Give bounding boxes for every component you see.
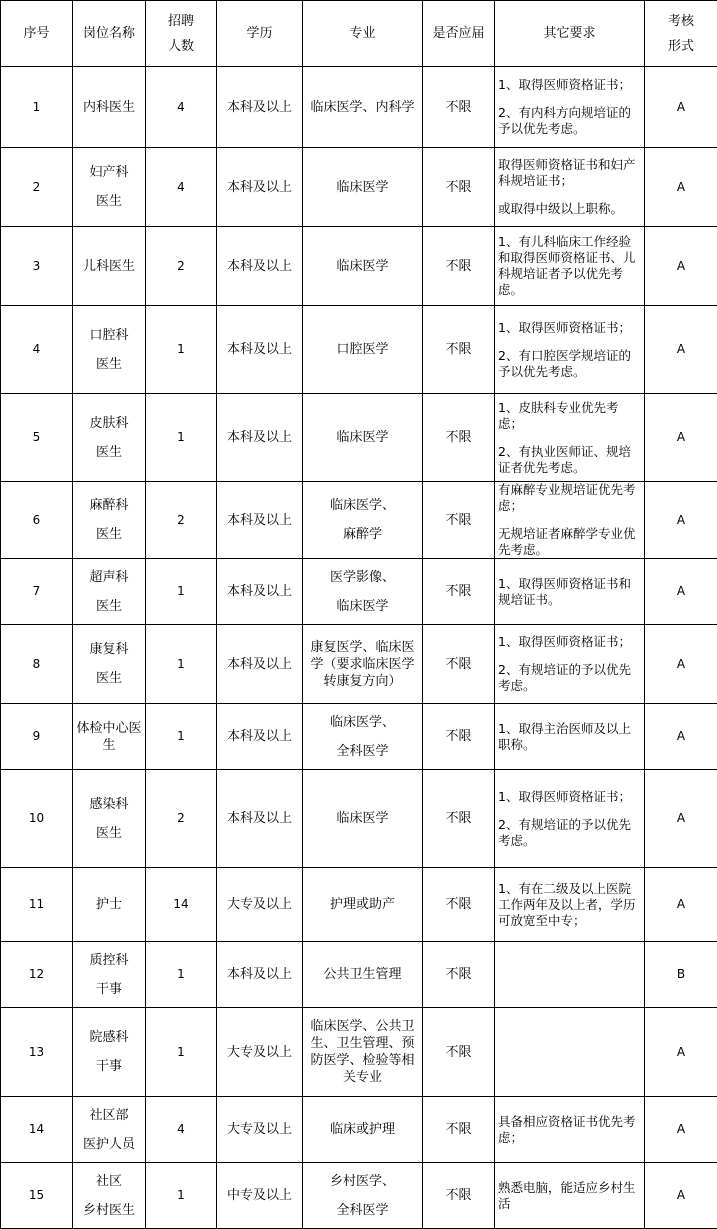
education-req: 本科及以上 [217,306,303,394]
major-req [303,770,423,868]
header-count-line2: 人数 [167,38,194,54]
exam-form: A [645,1097,717,1163]
education-req: 本科及以上 [217,625,303,704]
header-exam-line1: 考核 [667,13,694,29]
recruit-count: 2 [146,482,217,559]
major-line: 临床医学 [336,179,389,195]
row-index: 6 [1,482,73,559]
header-exam [645,1,717,67]
exam-form: A [645,148,717,227]
position-name-line: 超声科 [89,569,129,585]
position-name-line: 社区部 [89,1107,129,1123]
education-req: 本科及以上 [217,394,303,482]
table-row [1,559,717,625]
row-index: 14 [1,1097,73,1163]
major-req [303,227,423,306]
header-count [146,1,217,67]
major-line: 护理或助产 [329,897,395,912]
position-name [73,942,146,1008]
major-line: 临床或护理 [329,1122,395,1137]
exam-form: A [645,306,717,394]
major-req [303,559,423,625]
position-name-line: 质控科 [89,952,129,968]
row-index: 1 [1,67,73,148]
row-index: 9 [1,704,73,770]
position-name-line: 医生 [95,444,122,460]
exam-form: A [645,67,717,148]
recruit-count: 4 [146,67,217,148]
table-row [1,868,717,942]
exam-form: A [645,1163,717,1229]
requirement-line: 无规培证者麻醉学专业优先考虑。 [498,526,636,557]
position-name [73,1097,146,1163]
major-line: 临床医学、内科学 [310,99,415,115]
fresh-grad: 不限 [423,227,495,306]
position-name-line: 康复科 [89,642,129,657]
header-major: 专业 [303,1,423,67]
major-line: 医学影像、 [329,569,395,585]
requirement-line: 2、有规培证的予以优先考虑。 [498,662,631,693]
row-index: 3 [1,227,73,306]
fresh-grad: 不限 [423,482,495,559]
position-name [73,148,146,227]
row-index: 7 [1,559,73,625]
requirement-line: 1、取得医师资格证书； [498,319,631,335]
position-name [73,770,146,868]
major-line: 临床医学 [336,811,389,826]
position-name-line: 社区 [95,1173,122,1189]
table-row [1,67,717,148]
header-other: 其它要求 [495,1,645,67]
position-name-line: 医生 [95,356,122,372]
major-req [303,394,423,482]
other-req [495,625,645,704]
row-index: 5 [1,394,73,482]
header-fresh-grad: 是否应届 [423,1,495,67]
fresh-grad: 不限 [423,868,495,942]
position-name-line: 感染科 [89,796,129,812]
other-req [495,482,645,559]
table-row [1,1163,717,1229]
position-name-line: 干事 [95,1059,122,1074]
other-req [495,942,645,1008]
table-row [1,148,717,227]
major-req [303,1097,423,1163]
education-req: 大专及以上 [217,1097,303,1163]
other-req [495,770,645,868]
requirement-line: 1、取得医师资格证书； [498,634,631,649]
requirement-line: 1、取得医师资格证书； [498,77,631,92]
requirement-line: 2、有内科方向规培证的予以优先考虑。 [498,105,631,136]
position-name-line: 儿科医生 [82,258,135,274]
recruit-count: 1 [146,1163,217,1229]
major-line: 口腔医学 [336,342,389,357]
major-req [303,67,423,148]
exam-form: B [645,942,717,1008]
major-line: 乡村医学、 [329,1173,395,1189]
table-row [1,482,717,559]
position-name-line: 妇产科 [89,165,129,180]
exam-form: A [645,868,717,942]
fresh-grad: 不限 [423,559,495,625]
position-name [73,67,146,148]
position-name-line: 体检中心医生 [76,720,142,753]
exam-form: A [645,394,717,482]
major-req [303,942,423,1008]
requirement-line: 2、有执业医师证、规培证者优先考虑。 [498,443,631,475]
major-req [303,1163,423,1229]
position-name-line: 口腔科 [89,327,129,343]
recruit-count: 1 [146,1008,217,1097]
education-req: 本科及以上 [217,559,303,625]
row-index: 15 [1,1163,73,1229]
requirement-line: 1、取得医师资格证书和规培证书。 [498,575,631,607]
header-exam-line2: 形式 [667,38,694,54]
fresh-grad: 不限 [423,942,495,1008]
table-row [1,704,717,770]
table-row [1,306,717,394]
row-index: 13 [1,1008,73,1097]
table-row [1,625,717,704]
requirement-line: 1、有在二级及以上医院工作两年及以上者，学历可放宽至中专； [498,880,636,928]
exam-form: A [645,770,717,868]
fresh-grad: 不限 [423,306,495,394]
row-index: 4 [1,306,73,394]
requirement-line: 或取得中级以上职称。 [498,201,624,216]
education-req: 中专及以上 [217,1163,303,1229]
row-index: 11 [1,868,73,942]
major-line: 全科医学 [336,743,389,759]
position-name [73,1008,146,1097]
position-name-line: 医生 [95,671,122,686]
fresh-grad: 不限 [423,770,495,868]
recruit-count: 1 [146,942,217,1008]
position-name [73,394,146,482]
requirement-line: 取得医师资格证书和妇产科规培证书； [498,157,636,188]
row-index: 8 [1,625,73,704]
education-req: 本科及以上 [217,482,303,559]
exam-form: A [645,704,717,770]
other-req [495,148,645,227]
requirement-line: 熟悉电脑，能适应乡村生活 [498,1179,636,1211]
table-row [1,227,717,306]
fresh-grad: 不限 [423,1163,495,1229]
requirement-line: 2、有规培证的予以优先考虑。 [498,816,631,848]
row-index: 12 [1,942,73,1008]
other-req [495,67,645,148]
education-req: 本科及以上 [217,67,303,148]
major-line: 麻醉学 [342,527,382,542]
requirement-line: 1、取得主治医师及以上职称。 [498,720,631,752]
education-req: 本科及以上 [217,942,303,1008]
fresh-grad: 不限 [423,1008,495,1097]
other-req [495,868,645,942]
recruit-count: 1 [146,394,217,482]
position-name [73,559,146,625]
table-row [1,770,717,868]
other-req [495,1097,645,1163]
position-name-line: 护士 [95,897,122,912]
position-name [73,868,146,942]
requirement-line: 有麻醉专业规培证优先考虑； [498,482,636,513]
education-req: 本科及以上 [217,148,303,227]
recruit-count: 1 [146,704,217,770]
other-req [495,1008,645,1097]
table-row [1,1097,717,1163]
row-index: 2 [1,148,73,227]
major-line: 全科医学 [336,1202,389,1218]
major-req [303,1008,423,1097]
requirement-line: 具备相应资格证书优先考虑； [498,1113,636,1145]
position-name-line: 医生 [95,194,122,209]
fresh-grad: 不限 [423,1097,495,1163]
recruit-count: 2 [146,770,217,868]
table-row [1,1008,717,1097]
exam-form: A [645,625,717,704]
exam-form: A [645,1008,717,1097]
major-line: 公共卫生管理 [323,967,402,982]
recruit-count: 14 [146,868,217,942]
major-req [303,868,423,942]
recruit-count: 2 [146,227,217,306]
position-name-line: 医生 [95,598,122,614]
requirement-line: 2、有口腔医学规培证的予以优先考虑。 [498,347,631,379]
position-name [73,704,146,770]
position-name-line: 院感科 [89,1030,129,1045]
major-line: 临床医学、 [329,498,395,513]
other-req [495,227,645,306]
fresh-grad: 不限 [423,394,495,482]
header-education: 学历 [217,1,303,67]
other-req [495,394,645,482]
education-req: 大专及以上 [217,1008,303,1097]
position-name-line: 皮肤科 [89,415,129,431]
header-count-line1: 招聘 [167,13,194,29]
major-req [303,704,423,770]
exam-form: A [645,482,717,559]
education-req: 本科及以上 [217,770,303,868]
header-position: 岗位名称 [73,1,146,67]
header-row [1,1,717,67]
fresh-grad: 不限 [423,704,495,770]
position-name-line: 医护人员 [82,1136,135,1152]
fresh-grad: 不限 [423,148,495,227]
education-req: 大专及以上 [217,868,303,942]
education-req: 本科及以上 [217,704,303,770]
position-name-line: 乡村医生 [82,1202,135,1218]
recruit-count: 4 [146,148,217,227]
major-line: 临床医学、公共卫生、卫生管理、预防医学、检验等相关专业 [310,1019,415,1085]
other-req [495,559,645,625]
major-req [303,148,423,227]
fresh-grad: 不限 [423,67,495,148]
exam-form: A [645,559,717,625]
requirement-line: 1、有儿科临床工作经验和取得医师资格证书、儿科规培证者予以优先考虑。 [498,234,636,297]
position-name [73,227,146,306]
other-req [495,704,645,770]
exam-form: A [645,227,717,306]
table-row [1,942,717,1008]
other-req [495,306,645,394]
position-name [73,306,146,394]
major-line: 临床医学 [336,430,389,445]
position-name [73,625,146,704]
requirement-line: 1、取得医师资格证书； [498,788,631,804]
position-name [73,482,146,559]
major-line: 临床医学 [336,258,389,274]
major-line: 临床医学、 [329,714,395,730]
fresh-grad: 不限 [423,625,495,704]
position-name-line: 麻醉科 [89,498,129,513]
position-name [73,1163,146,1229]
other-req [495,1163,645,1229]
position-name-line: 医生 [95,825,122,841]
major-req [303,482,423,559]
table-row [1,394,717,482]
requirement-line: 1、皮肤科专业优先考虑； [498,399,619,431]
recruit-count: 1 [146,306,217,394]
recruit-count: 1 [146,559,217,625]
major-line: 临床医学 [336,598,389,614]
row-index: 10 [1,770,73,868]
recruit-count: 4 [146,1097,217,1163]
major-req [303,625,423,704]
header-index: 序号 [1,1,73,67]
position-name-line: 内科医生 [82,99,135,115]
education-req: 本科及以上 [217,227,303,306]
recruit-count: 1 [146,625,217,704]
major-req [303,306,423,394]
position-name-line: 干事 [95,981,122,997]
position-name-line: 医生 [95,527,122,542]
major-line: 康复医学、临床医学（要求临床医学转康复方向） [310,639,415,689]
